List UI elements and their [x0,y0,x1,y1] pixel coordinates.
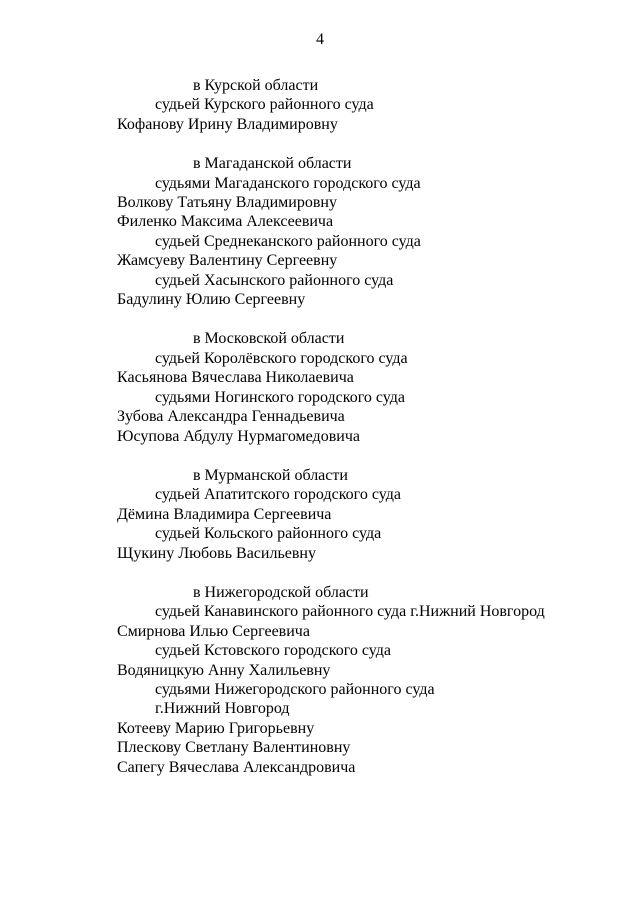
region-block [117,154,617,309]
judge-name: Котееву Марию Григорьевну [117,719,315,737]
region-heading: в Московской области [193,330,345,348]
court-line: судьей Кольского районного суда [155,525,382,543]
region-block [117,76,617,134]
court-line: судьей Курского районного суда [155,96,374,114]
region-block [117,466,617,563]
region-heading: в Магаданской области [193,155,352,173]
court-line: судьями Магаданского городского суда [155,174,421,192]
judge-name: Филенко Максима Алексеевича [117,213,334,231]
judge-name: Жамсуеву Валентину Сергеевну [117,252,338,270]
court-line: судьями Ногинского городского суда [155,388,406,406]
court-line: судьями Нижегородского районного суда [155,680,435,698]
document-body [117,76,617,797]
judge-name: Плескову Светлану Валентиновну [117,739,351,757]
judge-name: Кофанову Ирину Владимировну [117,115,338,133]
judge-name: Смирнова Илью Сергеевича [117,622,310,640]
court-line: г.Нижний Новгород [155,700,290,718]
region-block [117,583,617,777]
judge-name: Сапегу Вячеслава Александровича [117,758,356,776]
court-line: судьей Апатитского городского суда [155,486,401,504]
judge-name: Касьянова Вячеслава Николаевича [117,369,354,387]
court-line: судьей Канавинского районного суда г.Нижний Новгород [155,603,545,621]
court-line: судьей Хасынского районного суда [155,271,394,289]
region-heading: в Курской области [193,77,319,94]
judge-name: Зубова Александра Геннадьевича [117,408,345,426]
judge-name: Волкову Татьяну Владимировну [117,194,337,212]
judge-name: Бадулину Юлию Сергеевну [117,291,306,309]
page-number: 4 [316,31,324,48]
court-line: судьей Среднеканского районного суда [155,232,421,250]
region-heading: в Мурманской области [193,466,348,484]
judge-name: Щукину Любовь Васильевну [117,544,316,562]
judge-name: Дёмина Владимира Сергеевича [117,505,332,523]
court-line: судьей Кстовского городского суда [155,642,392,660]
region-block [117,329,617,445]
judge-name: Водяницкую Анну Халильевну [117,661,331,679]
court-line: судьей Королёвского городского суда [155,349,408,367]
region-heading: в Нижегородской области [193,583,369,601]
judge-name: Юсупова Абдулу Нурмагомедовича [117,427,360,445]
